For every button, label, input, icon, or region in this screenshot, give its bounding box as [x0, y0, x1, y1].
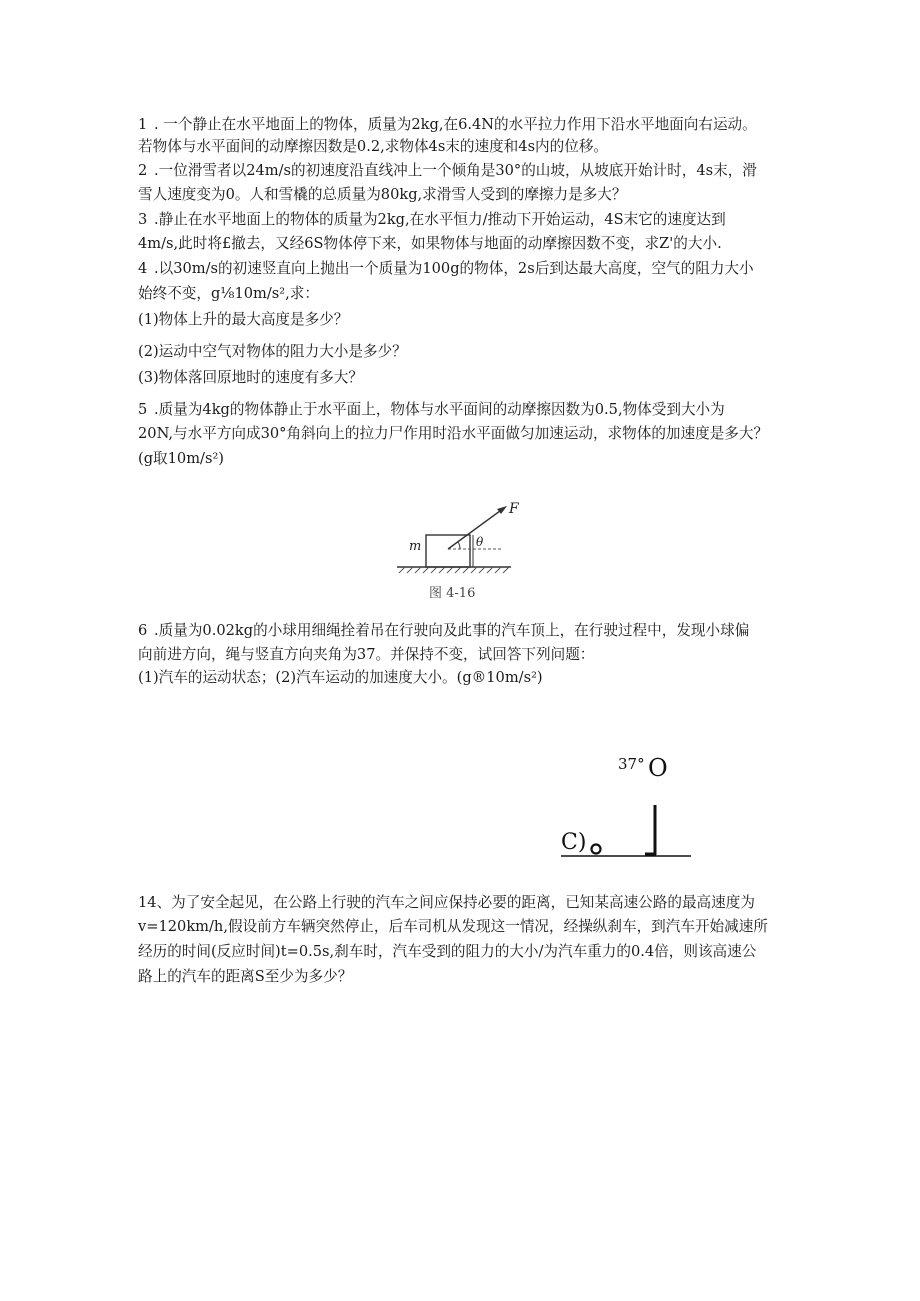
figure-4-16	[393, 495, 528, 605]
problem-14-line-4: 路上的汽车的距离S至少为多少？	[138, 968, 353, 985]
problem-5-line-2: 20N,与水平方向成30°角斜向上的拉力尸作用时沿水平面做匀加速运动，求物体的加速度是多大？	[138, 425, 769, 442]
pendulum-figure	[555, 745, 705, 865]
problem-4-question-2: (2)运动中空气对物体的阻力大小是多少？	[138, 343, 407, 360]
problem-6-line-1: 6 .质量为0.02kg的小球用细绳拴着吊在行驶向及此事的汽车顶上，在行驶过程中，发现小球偏	[138, 622, 750, 639]
angle-label: 37°	[618, 755, 645, 773]
problem-6-number: 6	[138, 622, 148, 639]
problem-14-line-3: 经历的时间(反应时间)t=0.5s,刹车时，汽车受到的阻力的大小/为汽车重力的0.4倍，则该高速公	[138, 943, 757, 960]
problem-3-line-2: 4m/s,此时将£撤去，又经6S物体停下来，如果物体与地面的动摩擦因数不变，求Z'的大小.	[138, 235, 722, 252]
block	[426, 535, 470, 567]
problem-6-line-2: 向前进方向，绳与竖直方向夹角为37。并保持不变，试回答下列问题：	[138, 646, 595, 663]
mass-label: m	[409, 539, 422, 554]
problem-4-number: 4	[138, 260, 148, 277]
ground-hatching	[399, 567, 509, 573]
problem-4-question-3: (3)物体落回原地时的速度有多大？	[138, 369, 363, 386]
problem-2-line-1: 2 .一位滑雪者以24m/s的初速度沿直线冲上一个倾角是30°的山坡，从坡底开始计时，4s末，滑	[138, 162, 757, 179]
hanging-ball-glyph: O	[648, 754, 668, 782]
problem-2-number: 2	[138, 162, 148, 179]
problem-6-line-3: (1)汽车的运动状态；(2)汽车运动的加速度大小。(g®10m/s²)	[138, 669, 543, 686]
problem-5-line-3: (g取10m/s²)	[138, 450, 224, 467]
problem-3-line-1: 3 .静止在水平地面上的物体的质量为2kg,在水平恒力/推动下开始运动，4S末它的速度达到	[138, 211, 726, 228]
force-label: F	[509, 501, 519, 517]
problem-4-line-2: 始终不变，g⅛10m/s²,求：	[138, 285, 319, 302]
problem-3-number: 3	[138, 211, 148, 228]
wheel-circle	[592, 845, 601, 854]
figure-caption: 图 4-16	[429, 586, 476, 601]
problem-1-number: 1	[138, 116, 148, 133]
problem-5-number: 5	[138, 401, 148, 418]
problem-4-line-1: 4 .以30m/s的初速竖直向上抛出一个质量为100g的物体，2s后到达最大高度，空气的阻力大小	[138, 260, 754, 277]
problem-1-line-2: 若物体与水平面间的动摩擦因数是0.2,求物体4s末的速度和4s内的位移。	[138, 138, 609, 155]
angle-label: θ	[476, 535, 484, 549]
problem-4-question-1: (1)物体上升的最大高度是多少？	[138, 311, 349, 328]
angle-arc	[458, 542, 460, 549]
problem-2-line-2: 雪人速度变为0。人和雪橇的总质量为80kg,求滑雪人受到的摩擦力是多大？	[138, 186, 627, 203]
wheel-label: C)	[561, 830, 587, 855]
problem-5-line-1: 5 .质量为4kg的物体静止于水平面上，物体与水平面间的动摩擦因数为0.5,物体受到大小为	[138, 401, 725, 418]
problem-14-line-2: v=120km/h,假设前方车辆突然停止，后车司机从发现这一情况，经操纵刹车，到汽车开始减速所	[138, 918, 768, 935]
problem-1-line-1: 1 . 一个静止在水平地面上的物体，质量为2kg,在6.4N的水平拉力作用下沿水平地面向右运动。	[138, 116, 757, 133]
problem-14-line-1: 14、为了安全起见，在公路上行驶的汽车之间应保持必要的距离，已知某高速公路的最高速度为	[138, 894, 755, 911]
